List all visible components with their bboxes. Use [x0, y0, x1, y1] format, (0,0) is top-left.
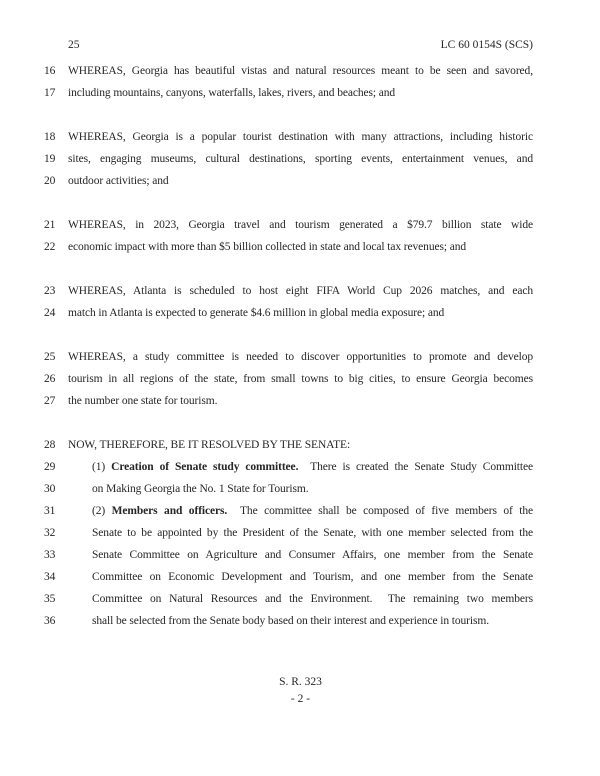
line-number: 24 — [44, 307, 56, 319]
line-text-segment: Senate Committee on Agriculture and Consumer Affairs, one member from the Senate — [92, 549, 533, 561]
line-text — [68, 346, 533, 368]
header-doc-code: LC 60 0154S (SCS) — [440, 39, 533, 51]
line-text-segment: sites, engaging museums, cultural destinations, sporting events, entertainment venues, and — [68, 153, 533, 165]
document-line — [0, 544, 600, 566]
line-number: 31 — [44, 505, 56, 517]
line-text-segment: tourism in all regions of the state, from small towns to big cities, to ensure Georgia becomes — [68, 373, 533, 385]
line-number: 32 — [44, 527, 56, 539]
line-text-segment: WHEREAS, a study committee is needed to discover opportunities to promote and develop — [68, 351, 533, 363]
footer-page-number: - 2 - — [290, 693, 311, 705]
line-number: 25 — [44, 351, 56, 363]
paragraph — [0, 280, 600, 324]
line-number: 34 — [44, 571, 56, 583]
document-line — [0, 148, 600, 170]
footer-bill-number: S. R. 323 — [279, 676, 322, 688]
line-text-segment: (2) — [92, 505, 112, 517]
line-text-segment: Committee on Natural Resources and the Environment. The remaining two members — [92, 593, 533, 605]
line-text-bold-segment: Creation of Senate study committee. — [111, 461, 299, 473]
line-text — [68, 544, 533, 566]
line-text-segment: including mountains, canyons, waterfalls, lakes, rivers, and beaches; and — [68, 87, 396, 99]
line-text — [68, 566, 533, 588]
line-text — [68, 236, 533, 258]
document-line — [0, 82, 600, 104]
line-text — [68, 390, 533, 412]
paragraph — [0, 214, 600, 258]
document-line — [0, 60, 600, 82]
line-text-segment: Senate to be appointed by the President of the Senate, with one member selected from the — [92, 527, 533, 539]
line-number: 29 — [44, 461, 56, 473]
line-text — [68, 148, 533, 170]
line-number: 17 — [44, 87, 56, 99]
document-line — [0, 368, 600, 390]
line-text — [68, 302, 533, 324]
document-line — [0, 126, 600, 148]
line-number: 16 — [44, 65, 56, 77]
document-line — [0, 434, 600, 456]
document-line — [0, 214, 600, 236]
line-text-segment: The committee shall be composed of five members of the — [227, 505, 533, 517]
line-text-segment: economic impact with more than $5 billion collected in state and local tax revenues; and — [68, 241, 467, 253]
line-text — [68, 170, 533, 192]
line-number: 26 — [44, 373, 56, 385]
line-text-segment: There is created the Senate Study Committee — [298, 461, 533, 473]
line-text-segment: shall be selected from the Senate body based on their interest and experience in tourism. — [92, 615, 489, 627]
paragraph — [0, 346, 600, 412]
document-line — [0, 500, 600, 522]
line-text — [68, 214, 533, 236]
document-line — [0, 280, 600, 302]
line-text — [68, 456, 533, 478]
document-line — [0, 456, 600, 478]
line-number: 23 — [44, 285, 56, 297]
line-text-segment: on Making Georgia the No. 1 State for Tourism. — [92, 483, 309, 495]
line-number: 35 — [44, 593, 56, 605]
line-number: 22 — [44, 241, 56, 253]
paragraph — [0, 434, 600, 632]
document-line — [0, 588, 600, 610]
document-line — [0, 566, 600, 588]
line-text-segment: WHEREAS, Georgia has beautiful vistas and natural resources meant to be seen and savored, — [68, 65, 533, 77]
line-text — [68, 368, 533, 390]
document-line — [0, 170, 600, 192]
line-text — [68, 500, 533, 522]
line-number: 20 — [44, 175, 56, 187]
document-line — [0, 478, 600, 500]
line-text — [68, 588, 533, 610]
line-text — [68, 522, 533, 544]
line-text-segment: WHEREAS, Atlanta is scheduled to host eight FIFA World Cup 2026 matches, and each — [68, 285, 533, 297]
line-text-segment: match in Atlanta is expected to generate $4.6 million in global media exposure; and — [68, 307, 445, 319]
line-text-segment: WHEREAS, in 2023, Georgia travel and tourism generated a $79.7 billion state wide — [68, 219, 533, 231]
line-text — [68, 610, 533, 632]
page-footer — [68, 674, 533, 708]
document-line — [0, 346, 600, 368]
line-text — [68, 434, 533, 456]
line-number: 18 — [44, 131, 56, 143]
line-number: 19 — [44, 153, 56, 165]
document-line — [0, 610, 600, 632]
document-body — [0, 60, 600, 632]
line-text — [68, 82, 533, 104]
line-text — [68, 126, 533, 148]
line-text — [68, 478, 533, 500]
line-text — [68, 280, 533, 302]
line-text-segment: the number one state for tourism. — [68, 395, 218, 407]
document-line — [0, 236, 600, 258]
line-text-bold-segment: Members and officers. — [111, 505, 228, 517]
line-text — [68, 60, 533, 82]
document-line — [0, 390, 600, 412]
header-page-number: 25 — [68, 39, 80, 51]
line-text-segment: (1) — [92, 461, 112, 473]
line-number: 33 — [44, 549, 56, 561]
paragraph — [0, 60, 600, 104]
line-number: 28 — [44, 439, 56, 451]
document-line — [0, 302, 600, 324]
line-number: 36 — [44, 615, 56, 627]
line-number: 21 — [44, 219, 56, 231]
document-line — [0, 522, 600, 544]
paragraph — [0, 126, 600, 192]
line-number: 27 — [44, 395, 56, 407]
line-text-segment: WHEREAS, Georgia is a popular tourist destination with many attractions, including historic — [68, 131, 533, 143]
line-text-segment: Committee on Economic Development and Tourism, and one member from the Senate — [92, 571, 533, 583]
page-header — [68, 34, 533, 56]
line-text-segment: NOW, THEREFORE, BE IT RESOLVED BY THE SENATE: — [68, 439, 351, 451]
line-text-segment: outdoor activities; and — [68, 175, 169, 187]
line-number: 30 — [44, 483, 56, 495]
